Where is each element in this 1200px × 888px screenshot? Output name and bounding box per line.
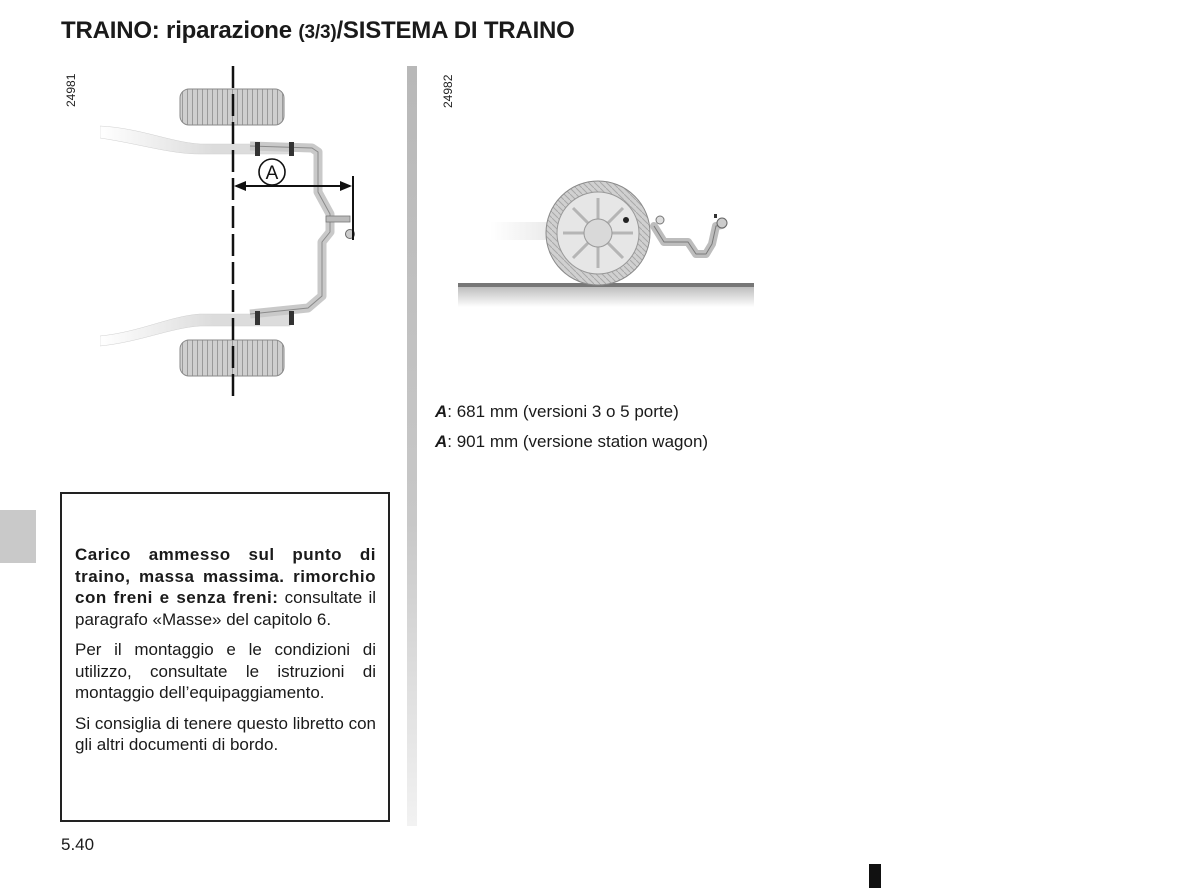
tow-hook-arm <box>654 225 722 254</box>
dimension-arrow-left <box>234 181 246 191</box>
title-part-indicator: (3/3) <box>298 22 337 43</box>
wheel-reference-dot <box>623 217 629 223</box>
spec-line-2 <box>435 432 708 452</box>
figure-code-left: 24981 <box>64 73 78 107</box>
title-main: TRAINO: riparazione <box>61 17 299 44</box>
page-title <box>61 17 575 45</box>
note-text: consultate il paragrafo «Masse» del capitolo 6. <box>75 588 376 629</box>
title-section: /SISTEMA DI TRAINO <box>336 17 575 44</box>
chapter-tab <box>0 510 36 563</box>
tow-hook-pin <box>714 214 717 218</box>
figure-code-right: 24982 <box>441 74 455 108</box>
spec-label-2: A <box>435 432 448 451</box>
spec-text-1: : 681 mm (versioni 3 o 5 porte) <box>447 402 679 421</box>
note-paragraph-1 <box>75 544 376 630</box>
towbar-top-view-diagram <box>100 64 400 404</box>
page-number: 5.40 <box>61 835 95 854</box>
note-paragraph-2: Per il montaggio e le condizioni di utilizzo, consultate le istruzioni di montaggio dell’equipaggiamento. <box>75 640 376 702</box>
column-divider <box>407 66 417 826</box>
dimension-label: A <box>265 163 279 184</box>
wheel-hub <box>584 219 612 247</box>
dimension-arrow-right <box>340 181 352 191</box>
tow-hook-neck <box>326 216 350 222</box>
spec-text-2: : 901 mm (versione station wagon) <box>447 432 709 451</box>
towbar-side-view-diagram <box>450 170 770 320</box>
tow-hook-ball <box>717 218 727 228</box>
ground-shadow <box>458 287 754 307</box>
spec-line-1 <box>435 402 679 422</box>
note-paragraph-3: Si consiglia di tenere questo libretto con gli altri documenti di bordo. <box>75 713 376 754</box>
page-edge-mark <box>869 864 881 888</box>
spec-label-1: A <box>435 402 448 421</box>
note-bold-text: Carico ammesso sul punto di traino, massa massima. rimorchio con freni e senza freni: <box>75 545 376 607</box>
hook-mount-bolt <box>656 216 664 224</box>
load-note-box <box>60 492 390 822</box>
